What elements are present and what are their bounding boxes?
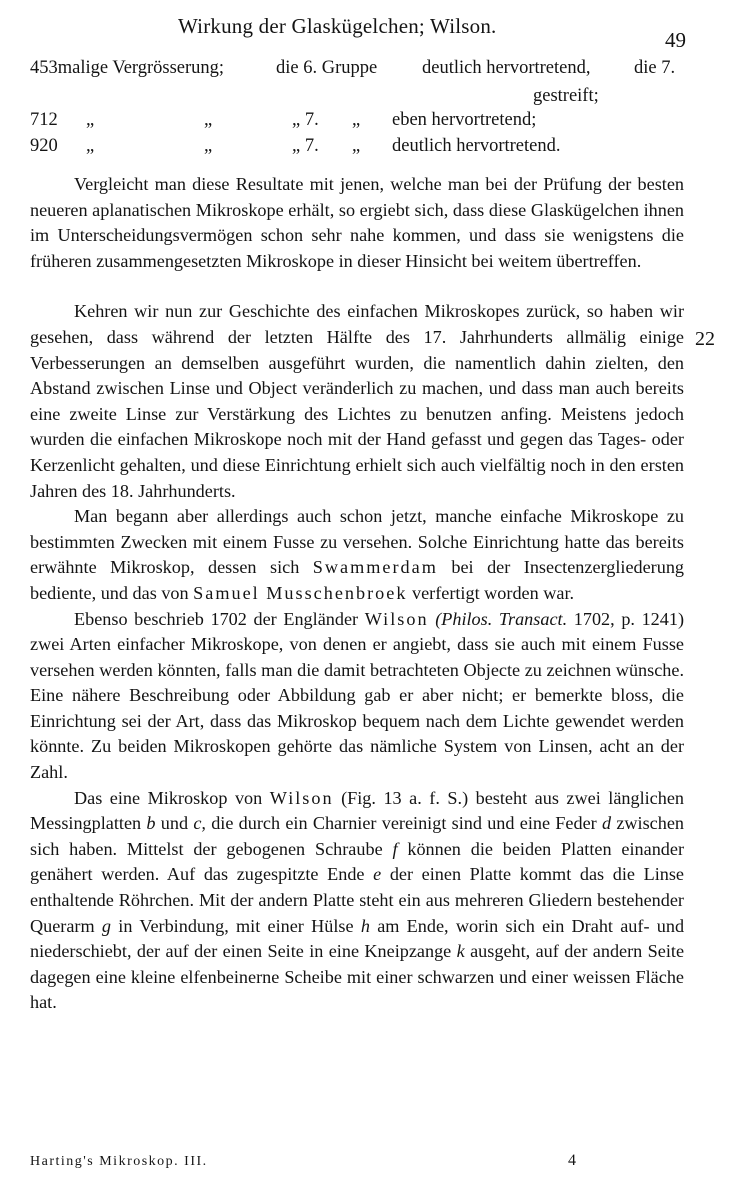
table-row [30,110,710,136]
table-cell: gestreift; [533,86,599,106]
text-run: bei der Insectenzergliederung bediente, und das von [30,557,685,603]
figure-letter: h [360,915,370,936]
ditto-mark: „ [204,110,213,130]
text-run: am Ende, worin sich ein Draht auf- und niederschiebt, der auf der einen Seite in eine Kneipzange [30,915,685,962]
figure-letter: k [456,941,465,962]
signature-number: 4 [568,1152,576,1169]
footer-signature: Harting's Mikroskop. III. [30,1154,208,1169]
text-run: (Fig. 13 a. f. S.) besteht aus zwei länglichen Messingplatten [30,787,685,834]
ditto-mark: „ 7. [292,110,319,130]
paragraph [30,786,684,1016]
running-header [0,14,736,52]
text-run: zwischen sich haben. Mittelst der gebogenen Schraube [30,813,685,859]
table-cell: 453malige Vergrösserung; [30,58,225,78]
person-name: Swammerdam [312,557,438,578]
ditto-mark: „ [352,110,361,130]
text-run: und [160,813,189,834]
ditto-mark: „ 7. [292,136,319,156]
table-cell: die 7. [634,58,676,78]
ditto-mark: „ [86,110,95,130]
text-run: Das eine Mikroskop von [74,787,263,808]
text-run: der einen Platte kommt das die Linse enthaltende Röhrchen. Mit der andern Platte steht ein aus mehreren Gliedern bestehender Querarm [30,864,684,936]
text-run: 1702, p. 1241) zwei Arten einfacher Mikroskope, von denen er angiebt, dass sie auch mit einem Fusse versehen werden könnten, falls man die damit betrachteten Objecte zu zeichnen wünsche. Eine nähere Beschreibung oder Abbildung gab er aber nicht; er bemerkte bloss, die Einrichtung sei der Art, dass das Mikroskop bequem nach dem Lichte gewendet werden könnte. Zu beiden Mikroskopen gehörte das nämliche System von Linsen, acht an der Zahl. [30,608,685,783]
table-row [30,86,710,112]
paragraph: Vergleicht man diese Resultate mit jenen, welche man bei der Prüfung der besten neueren aplanatischen Mikroskope erhält, so ergiebt sich, dass diese Glaskügelchen ihnen im Unterscheidungsvermögen schon sehr nahe kommen, und dass sie wenigstens die früheren zusammengesetzten Mikroskope in dieser Hinsicht bei weitem übertreffen. [30,174,684,271]
citation: (Philos. Transact. [435,608,568,629]
figure-letter: d [601,813,612,834]
header-title: Wirkung der Glaskügelchen; Wilson. [178,14,497,38]
figure-letter: e [373,864,382,885]
text-run: verfertigt worden war. [411,582,575,603]
table-cell: deutlich hervortretend. [392,136,561,156]
ditto-mark: „ [352,136,361,156]
person-name: Wilson [364,608,429,629]
ditto-mark: „ [204,136,213,156]
text-run: die durch ein Charnier vereinigt sind und eine Feder [211,813,597,834]
person-name: Samuel Musschenbroek [193,582,408,603]
figure-letter: g [101,915,111,936]
figure-letter: f [392,838,398,859]
table-row [30,58,710,84]
table-cell: 712 [30,110,58,130]
page-number: 49 [665,28,686,52]
person-name: Wilson [269,787,334,808]
margin-note: 22 [695,328,715,350]
paragraph [30,607,684,786]
paragraph: Kehren wir nun zur Geschichte des einfachen Mikroskopes zurück, so haben wir gesehen, dass während der letzten Hälfte des 17. Jahrhunderts allmälig einige Verbesserungen an demselben ausgeführt wurden, die namentlich dahin zielten, den Abstand zwischen Linse und Object veränderlich zu machen, und dass man auch bereits eine zweite Linse zur Verstärkung des Lichtes zu benutzen anfing. Meistens jedoch wurden die einfachen Mikroskope noch mit der Hand gefasst und gegen das Tages- oder Kerzenlicht gehalten, und diese Einrichtung erhielt sich auch vielfältig noch in den ersten Jahren des 18. Jahrhunderts. [30,301,684,501]
text-run: Ebenso beschrieb 1702 der Engländer [74,608,359,629]
table-cell: die 6. Gruppe [276,58,378,78]
text-run: ausgeht, auf der andern Seite dagegen eine kleine elfenbeinerne Scheibe mit einer schwarzen und einer weissen Fläche hat. [30,941,685,1013]
body-text [30,172,684,1016]
table-cell: deutlich hervortretend, [422,58,591,78]
text-run: in Verbindung, mit einer Hülse [118,915,354,936]
ditto-mark: „ [86,136,95,156]
table-cell: eben hervortretend; [392,110,537,130]
paragraph [30,504,684,606]
table-cell: 920 [30,136,58,156]
text-run: Man begann aber allerdings auch schon jetzt, manche einfache Mikroskope zu bestimmten Zwecken mit einem Fusse zu versehen. Solche Einrichtung hatte das bereits erwähnte Mikroskop, dessen sich [30,506,684,578]
figure-letter: c, [193,813,206,834]
table-row [30,136,710,162]
figure-letter: b [146,813,156,834]
text-run: können die beiden Platten einander genähert werden. Auf das zugespitzte Ende [30,838,685,885]
